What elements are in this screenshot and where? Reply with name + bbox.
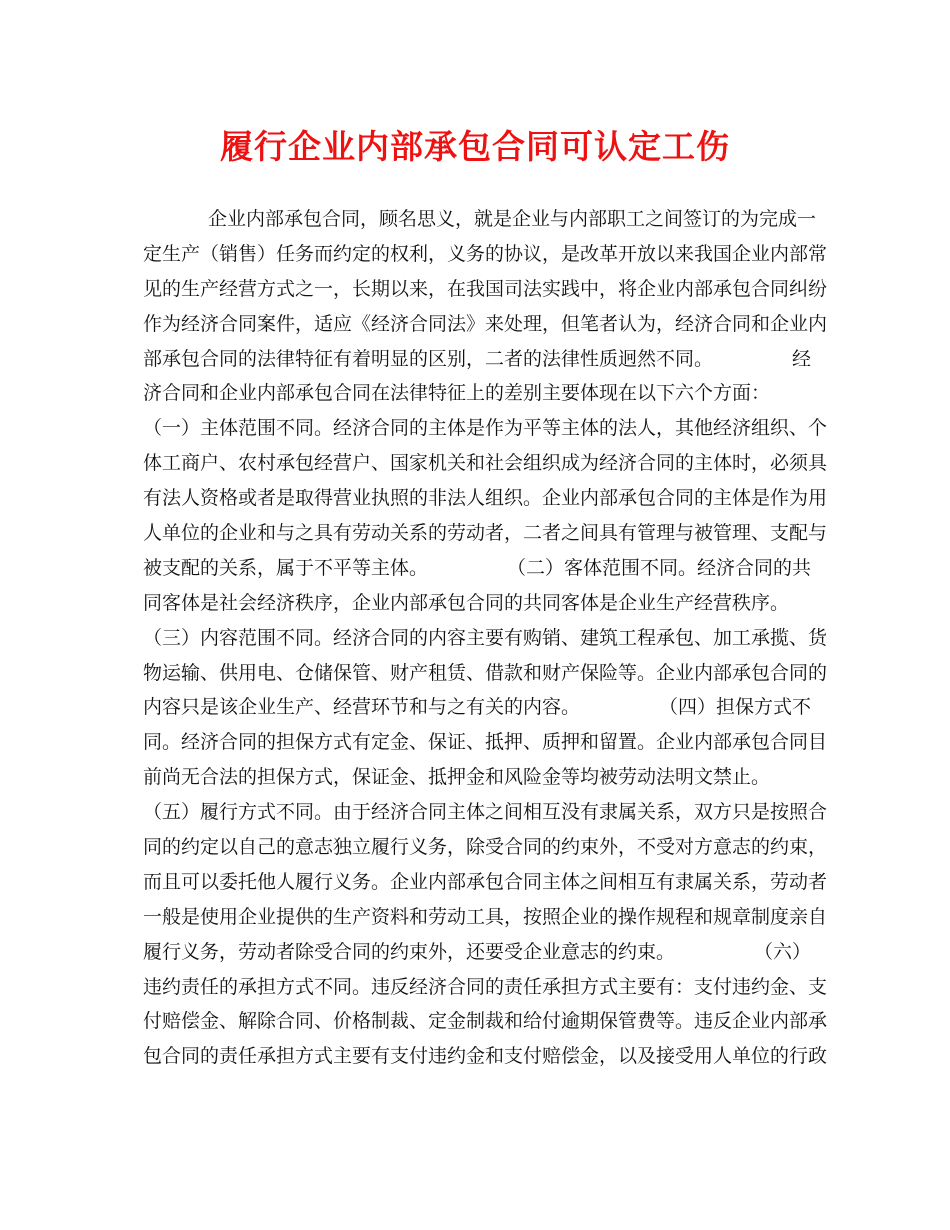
paragraph-line [143,551,811,586]
paragraph-line: 而且可以委托他人履行义务。企业内部承包合同主体之间相互有隶属关系，劳动者 [143,870,828,893]
paragraph-line-text: （六） [753,940,811,963]
document-title: 履行企业内部承包合同可认定工伤 [220,127,730,166]
paragraph-line-text: 内容只是该企业生产、经营环节和与之有关的内容。 [143,696,581,719]
paragraph-line: 济合同和企业内部承包合同在法律特征上的差别主要体现在以下六个方面： [143,382,771,405]
paragraph-line: 体工商户、农村承包经营户、国家机关和社会组织成为经济合同的主体时，必须具 [143,452,828,475]
paragraph-line: 人单位的企业和与之具有劳动关系的劳动者，二者之间具有管理与被管理、支配与 [143,522,828,545]
paragraph-line: 定生产（销售）任务而约定的权利，义务的协议，是改革开放以来我国企业内部常 [143,242,828,265]
paragraph-line-text: 经 [791,347,811,370]
paragraph-line: 见的生产经营方式之一，长期以来，在我国司法实践中，将企业内部承包合同纠纷 [143,277,828,300]
paragraph-line: 违约责任的承担方式不同。违反经济合同的责任承担方式主要有：支付违约金、支 [143,975,828,998]
paragraph-line: 同客体是社会经济秩序，企业内部承包合同的共同客体是企业生产经营秩序。 [143,591,790,614]
paragraph-line: 一般是使用企业提供的生产资料和劳动工具，按照企业的操作规程和规章制度亲自 [143,905,828,928]
document-body [143,202,828,1074]
paragraph-line: 包合同的责任承担方式主要有支付违约金和支付赔偿金，以及接受用人单位的行政 [143,1045,828,1068]
paragraph-line: （一）主体范围不同。经济合同的主体是作为平等主体的法人，其他经济组织、个 [143,417,828,440]
paragraph-line: 同。经济合同的担保方式有定金、保证、抵押、质押和留置。企业内部承包合同目 [143,731,828,754]
paragraph-line: 作为经济合同案件，适应《经济合同法》来处理，但笔者认为，经济合同和企业内 [143,312,828,335]
paragraph-line: （三）内容范围不同。经济合同的内容主要有购销、建筑工程承包、加工承揽、货 [143,626,828,649]
paragraph-line-text: 履行义务，劳动者除受合同的约束外，还要受企业意志的约束。 [143,940,676,963]
paragraph-line: 有法人资格或者是取得营业执照的非法人组织。企业内部承包合同的主体是作为用 [143,487,828,510]
paragraph-line: 前尚无合法的担保方式，保证金、抵押金和风险金等均被劳动法明文禁止。 [143,766,771,789]
paragraph-line: （五）履行方式不同。由于经济合同主体之间相互没有隶属关系，双方只是按照合 [143,801,828,824]
paragraph-line [143,690,811,725]
paragraph-line: 企业内部承包合同，顾名思义，就是企业与内部职工之间签订的为完成一 [208,208,817,230]
paragraph-line [143,342,811,377]
paragraph-line-text: 被支配的关系，属于不平等主体。 [143,556,429,579]
paragraph-line [143,935,811,970]
paragraph-line: 物运输、供用电、仓储保管、财产租赁、借款和财产保险等。企业内部承包合同的 [143,661,828,684]
paragraph-line-text: （二）客体范围不同。经济合同的共 [506,556,811,579]
paragraph-line: 付赔偿金、解除合同、价格制裁、定金制裁和给付逾期保管费等。违反企业内部承 [143,1010,828,1033]
paragraph-line-text: （四）担保方式不 [658,696,811,719]
paragraph-line-text: 部承包合同的法律特征有着明显的区别，二者的法律性质迥然不同。 [143,347,714,370]
paragraph-line: 同的约定以自己的意志独立履行义务，除受合同的约束外，不受对方意志的约束， [143,836,828,859]
